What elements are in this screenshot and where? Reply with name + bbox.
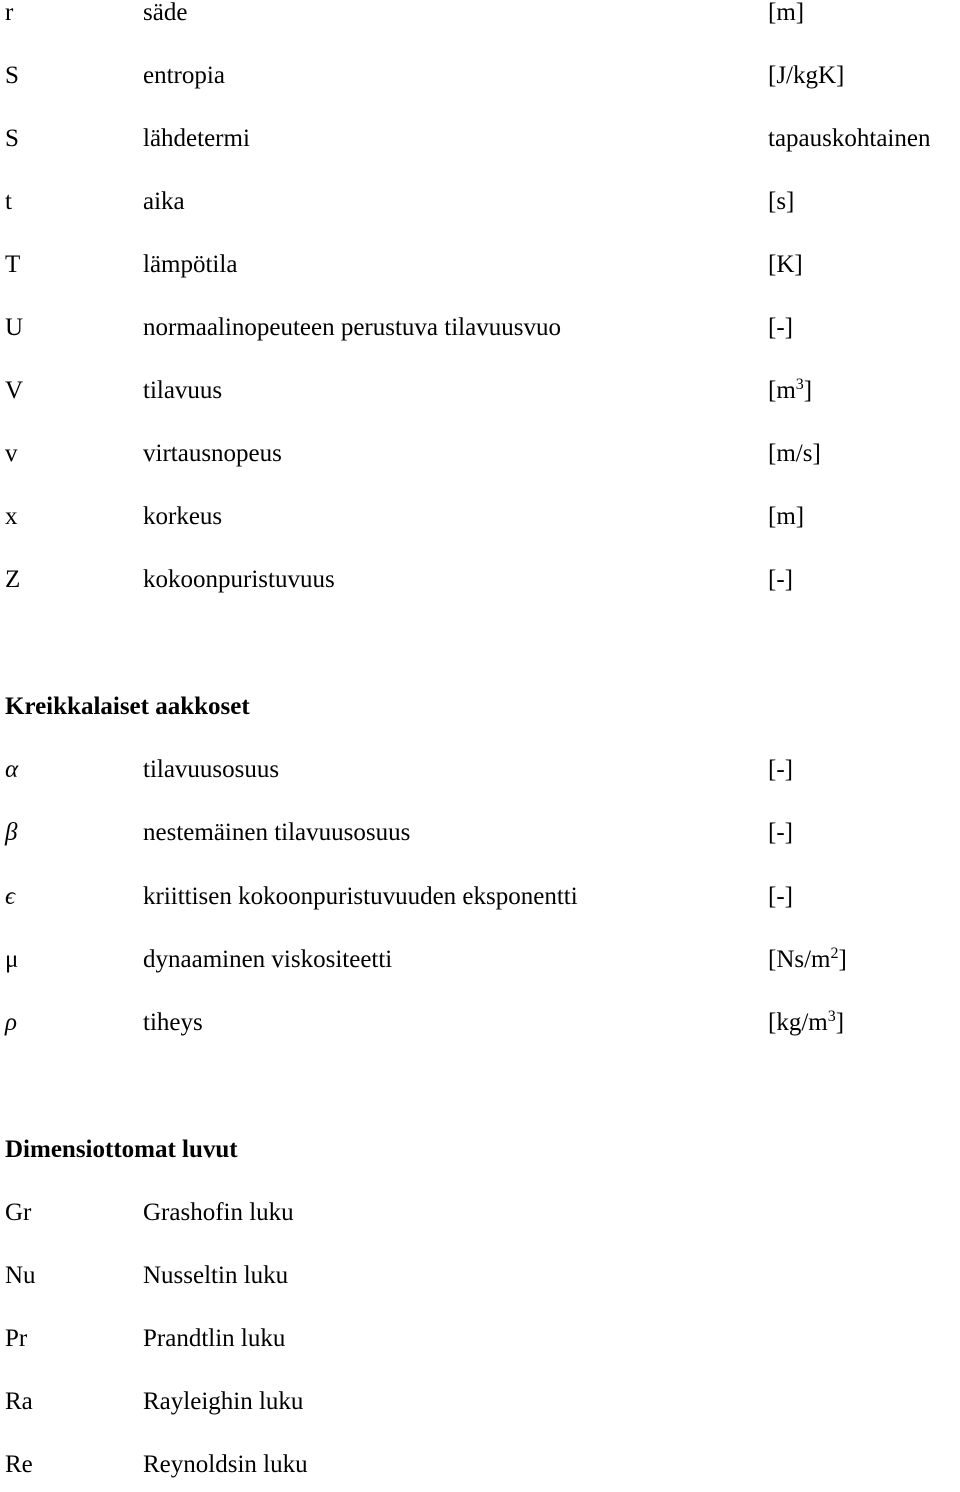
symbol-row-gr: [0, 1200, 960, 1240]
symbol: Pr: [5, 1325, 28, 1352]
symbol-row-alpha: [0, 757, 960, 797]
symbol: S: [5, 62, 19, 89]
description: korkeus: [143, 503, 223, 530]
unit: [768, 947, 847, 973]
symbol: Re: [5, 1451, 33, 1478]
symbol: v: [5, 440, 18, 467]
symbol-row-mu: [0, 947, 960, 987]
symbol: Ra: [5, 1388, 33, 1415]
description: virtausnopeus: [143, 440, 282, 467]
unit: tapauskohtainen: [768, 125, 931, 152]
unit-end: ]: [835, 1009, 845, 1036]
greek-section-heading: Kreikkalaiset aakkoset: [5, 693, 250, 720]
unit-exponent: 3: [827, 1008, 836, 1025]
symbol: Gr: [5, 1199, 32, 1226]
symbol: t: [5, 188, 12, 215]
description: dynaaminen viskositeetti: [143, 946, 393, 973]
symbol-row-epsilon: [0, 884, 960, 924]
description: tiheys: [143, 1009, 203, 1036]
symbol-row-x: [0, 504, 960, 544]
unit: [-]: [768, 756, 793, 783]
description: Reynoldsin luku: [143, 1451, 308, 1478]
unit-end: ]: [838, 946, 847, 973]
description: kokoonpuristuvuus: [143, 566, 335, 593]
unit: [-]: [768, 819, 793, 846]
symbol-row-s-source: [0, 126, 960, 166]
unit-end: ]: [803, 377, 813, 404]
symbol-row-T: [0, 252, 960, 292]
symbol-row-pr: [0, 1326, 960, 1366]
symbol-row-Z: [0, 567, 960, 607]
symbol: V: [5, 377, 24, 404]
symbol-row-rho: [0, 1010, 960, 1050]
description: aika: [143, 188, 185, 215]
symbol: S: [5, 125, 19, 152]
symbol-row-ra: [0, 1389, 960, 1429]
unit: [-]: [768, 566, 793, 593]
symbol: r: [5, 0, 14, 26]
unit: [m]: [768, 0, 805, 26]
description: Nusseltin luku: [143, 1262, 289, 1289]
symbol-row-nu: [0, 1263, 960, 1303]
unit: [-]: [768, 883, 793, 910]
symbol-row-s-entropy: [0, 63, 960, 103]
symbol-row-v: [0, 441, 960, 481]
symbol: x: [5, 503, 18, 530]
symbol-row-re: [0, 1452, 960, 1492]
symbol: β: [5, 819, 18, 846]
unit: [J/kgK]: [768, 62, 845, 89]
symbol: Nu: [5, 1262, 36, 1289]
unit-exponent: 2: [830, 945, 839, 962]
description: kriittisen kokoonpuristuvuuden eksponentti: [143, 883, 578, 910]
symbol-row-r: [0, 0, 960, 40]
description: entropia: [143, 62, 225, 89]
unit-exponent: 3: [795, 376, 804, 393]
unit: [m/s]: [768, 440, 821, 467]
symbol: α: [5, 756, 19, 783]
symbol: ϵ: [5, 883, 16, 910]
description: lämpötila: [143, 251, 238, 278]
unit: [768, 378, 812, 404]
unit: [768, 1010, 844, 1036]
symbol: T: [5, 251, 21, 278]
dimensionless-section-heading: Dimensiottomat luvut: [5, 1136, 238, 1163]
unit-base: [Ns/m: [768, 946, 831, 973]
symbol: μ: [5, 946, 19, 973]
description: Grashofin luku: [143, 1199, 294, 1226]
description: Prandtlin luku: [143, 1325, 286, 1352]
unit: [m]: [768, 503, 805, 530]
symbol-row-t: [0, 189, 960, 229]
symbol: Z: [5, 566, 21, 593]
description: Rayleighin luku: [143, 1388, 304, 1415]
symbol-row-U: [0, 315, 960, 355]
symbol: ρ: [5, 1009, 17, 1036]
unit: [-]: [768, 314, 793, 341]
symbol-row-beta: [0, 820, 960, 860]
description: tilavuusosuus: [143, 756, 280, 783]
unit: [K]: [768, 251, 803, 278]
unit-base: [m: [768, 377, 796, 404]
symbol: U: [5, 314, 24, 341]
description: tilavuus: [143, 377, 223, 404]
description: lähdetermi: [143, 125, 250, 152]
description: normaalinopeuteen perustuva tilavuusvuo: [143, 314, 561, 341]
unit-base: [kg/m: [768, 1009, 828, 1036]
symbol-row-V: [0, 378, 960, 418]
unit: [s]: [768, 188, 795, 215]
description: nestemäinen tilavuusosuus: [143, 819, 411, 846]
description: säde: [143, 0, 188, 26]
